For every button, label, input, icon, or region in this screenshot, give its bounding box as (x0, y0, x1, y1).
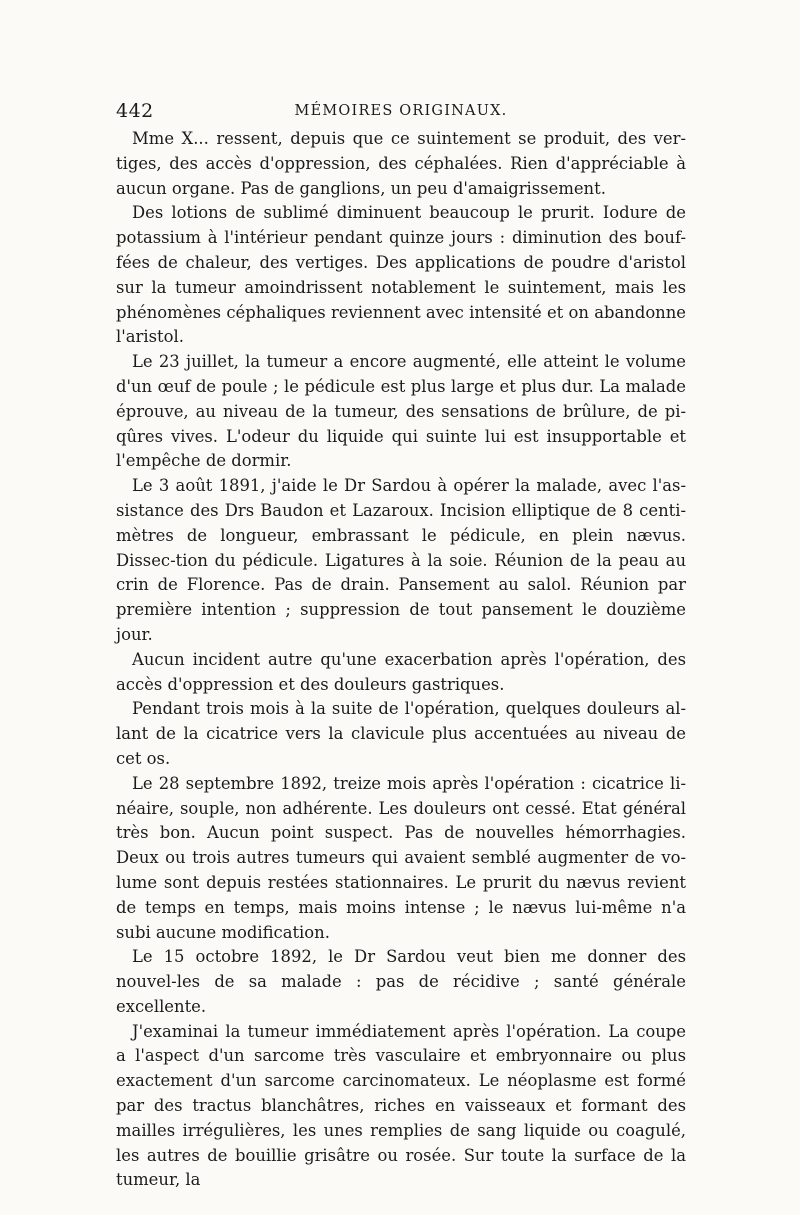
running-title: MÉMOIRES ORIGINAUX. (294, 103, 508, 119)
paragraph: Aucun incident autre qu'une exacerbation après l'opération, des accès d'oppression et des douleurs gastriques. (116, 649, 686, 694)
paragraph: Mme X... ressent, depuis que ce suintement se produit, des ver-tiges, des accès d'oppression, des céphalées. Rien d'appréciable à aucun organe. Pas de ganglions, un peu d'amaigrissement. (116, 129, 686, 198)
paragraph: Des lotions de sublimé diminuent beaucoup le prurit. Iodure de potassium à l'intérieur pendant quinze jours : diminution des bouf-fées de chaleur, des vertiges. Des applications de poudre d'aristol sur la tumeur amoindrissent notablement le suintement, mais les phénomènes céphaliques reviennent avec intensité et on abandonne l'aristol. (116, 203, 686, 347)
paragraph: Le 23 juillet, la tumeur a encore augmenté, elle atteint le volume d'un œuf de poule ; le pédicule est plus large et plus dur. La malade éprouve, au niveau de la tumeur, des sensations de brûlure, de pi-qûres vives. L'odeur du liquide qui suinte lui est insupportable et l'empêche de dormir. (116, 352, 686, 471)
paragraph: J'examinai la tumeur immédiatement après l'opération. La coupe a l'aspect d'un sarcome très vasculaire et embryonnaire ou plus exactement d'un sarcome carcinomateux. Le néoplasme est formé par des tractus blanchâtres, riches en vaisseaux et formant des mailles irrégulières, les unes remplies de sang liquide ou coagulé, les autres de bouillie grisâtre ou rosée. Sur toute la surface de la tumeur, la (116, 1021, 686, 1190)
paragraph: Pendant trois mois à la suite de l'opération, quelques douleurs al-lant de la cicatrice vers la clavicule plus accentuées au niveau de cet os. (116, 699, 686, 768)
paragraph: Le 15 octobre 1892, le Dr Sardou veut bien me donner des nouvel-les de sa malade : pas de récidive ; santé générale excellente. (116, 947, 686, 1016)
paragraph: Le 28 septembre 1892, treize mois après l'opération : cicatrice li-néaire, souple, non adhérente. Les douleurs ont cessé. Etat général très bon. Aucun point suspect. Pas de nouvelles hémorrhagies. Deux ou trois autres tumeurs qui avaient semblé augmenter de vo-lume sont depuis restées stationnaires. Le prurit du nævus revient de temps en temps, mais moins intense ; le nævus lui-même n'a subi aucune modification. (116, 773, 686, 942)
page-header (116, 100, 686, 126)
body-text (116, 127, 686, 1193)
page-number: 442 (116, 100, 154, 122)
paragraph: Le 3 août 1891, j'aide le Dr Sardou à opérer la malade, avec l'as-sistance des Drs Baudon et Lazaroux. Incision elliptique de 8 centi-mètres de longueur, embrassant le pédicule, en plein nævus. Dissec-tion du pédicule. Ligatures à la soie. Réunion de la peau au crin de Florence. Pas de drain. Pansement au salol. Réunion par première intention ; suppression de tout pansement le douzième jour. (116, 476, 686, 644)
